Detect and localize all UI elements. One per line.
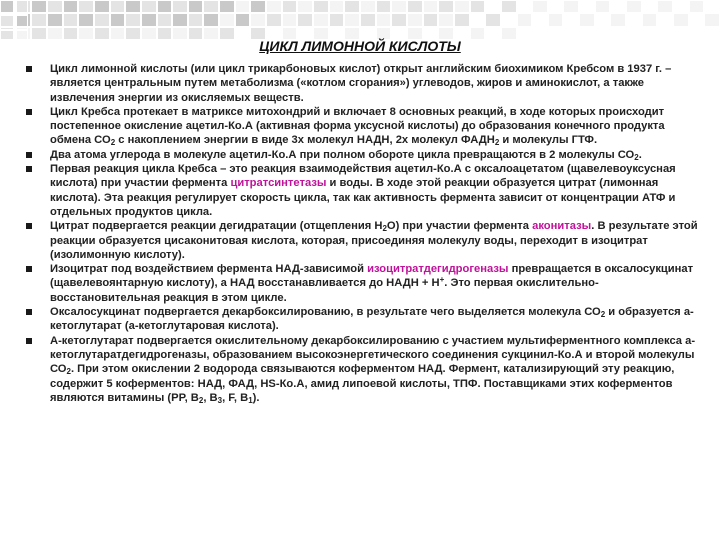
square-bullet-icon — [26, 109, 32, 115]
list-item: Цикл лимонной кислоты (или цикл трикарбоновых кислот) открыт английским биохимиком Кребсом в 1937 г. – является центральным путем метаболизма («котлом сгорания») углеводов, жиров и аминокислот, а также извлечения энергии из окисляемых веществ. — [26, 62, 706, 105]
square-bullet-icon — [26, 166, 32, 172]
square-bullet-icon — [26, 266, 32, 272]
enzyme-name: изоцитратдегидрогеназы — [367, 263, 509, 276]
list-item: Цитрат подвергается реакции дегидратации (отщепления $Н_2О$) при участии фермента аконитазы. В результате этой реакции образуется цисаконитовая кислота, которая, присоединяя молекулу воды, переходит в изоцитрат (изолимонную кислоту). — [26, 219, 706, 262]
list-item: Два атома углерода в молекуле ацетил-Ко.А при полном обороте цикла превращаются в 2 молекулы $СО_2$. — [26, 148, 706, 162]
list-item: Оксалосукцинат подвергается декарбоксилированию, в результате чего выделяется молекула $СО_2$ и образуется a-кетоглутарат (a-кетоглутаровая кислота). — [26, 305, 706, 334]
list-item: Первая реакция цикла Кребса – это реакция взаимодействия ацетил-Ко.А с оксалоацетатом (щавелевоуксусная кислота) при участии фермента цитратсинтетазы и воды. В ходе этой реакции образуется цитрат (лимонная кислота). Эта реакция регулирует скорость цикла, так как активность фермента зависит от концентрации АТФ и отдельных продуктов цикла. — [26, 162, 706, 219]
list-item: Цикл Кребса протекает в матриксе митохондрий и включает 8 основных реакций, в ходе которых происходит постепенное окисление ацетил-Ко.А (активная форма уксусной кислоты) до образования конечного продукта обмена $СО_2$ с накоплением энергии в виде 3х молекул НАДН, 2х молекул $ФАДН_2$ и молекулы ГТФ. — [26, 105, 706, 148]
square-bullet-icon — [26, 223, 32, 229]
bullet-list — [26, 62, 706, 405]
enzyme-name: цитратсинтетазы — [230, 177, 327, 190]
list-item: A-кетоглутарат подвергается окислительному декарбоксилированию с участием мультиферментного комплекса a-кетоглутаратдегидрогеназы, образованием высокоэнергетического соединения сукцинил-Ко.А и второй молекулы $СО_2$. При этом окислении 2 водорода связываются коферментом НАД. Фермент, катализирующий эту реакцию, содержит 5 коферментов: НАД, ФАД, HS-Ко.А, амид липоевой кислоты, ТПФ. Поставщиками этих коферментов являются витамины (PP, $В_2$, $В_3$, F, $В_1$). — [26, 334, 706, 405]
decorative-checker-band — [0, 0, 720, 40]
square-bullet-icon — [26, 338, 32, 344]
list-item: Изоцитрат под воздействием фермента НАД-зависимой изоцитратдегидрогеназы превращается в оксалосукцинат (щавелевоянтарную кислоту), а НАД восстанавливается до НАДН + Н+. Это первая окислительно-восстановительная реакция в этом цикле. — [26, 262, 706, 305]
slide-title: ЦИКЛ ЛИМОННОЙ КИСЛОТЫ — [259, 38, 461, 54]
square-bullet-icon — [26, 66, 32, 72]
enzyme-name: аконитазы — [532, 220, 592, 233]
square-bullet-icon — [26, 309, 32, 315]
square-bullet-icon — [26, 152, 32, 158]
